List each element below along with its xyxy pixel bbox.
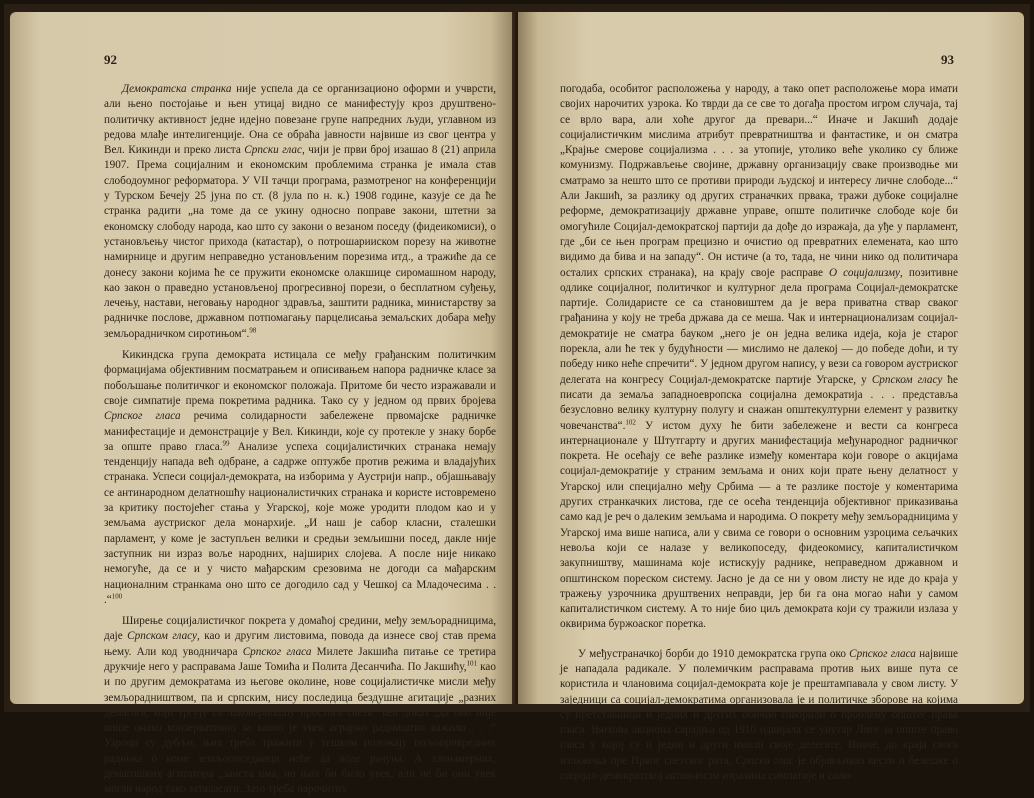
right-page	[518, 12, 1024, 783]
text-run: , позитивне одлике социјалног, политичког и културног дела програма Социјал-демократске партије. Солидаристе се са становиштем да је вера приватна ствар сваког грађанина у коју не треба држава да се меша. Чак и интернационализам социјал-демократије не сматра бауком „него је он једна велика идеја, која је старог порекла, али ће тек у будућности — мислимо не далекој — до победе доћи, и ту победу нико неће спречити“. У једном другом напису, у вези са говором аустриског делегата на конгресу Социјал-демократске партије Угарске, у	[560, 266, 958, 386]
italic-title: Српски глас	[735, 754, 794, 767]
page-number: 93	[941, 52, 954, 67]
italic-title: Српски глас	[244, 144, 302, 157]
book-spread	[4, 4, 1030, 796]
paragraph	[104, 614, 496, 798]
paragraph	[104, 348, 496, 608]
text-run: У истом духу ће бити забележене и вести са конгреса интернационале у Штутгарту и других манифестација међународног радничког покрета. Не осећају се веће разлике између коментара који говоре о акцијама социјал-демократије у страним земљама и оних који прате њену делатност у Угарској или специјално међу Србима — а те разлике постоје у коментарима других странкачких листова, где се осећа тенденција објективног приказивања само кад је реч о далеким земљама и народима. О покрету међу земљорадницима у Угарској има више написа, али у свима се говори о основним узроцима сељачких невоља који се налазе у великопоседу, фидеокомису, капиталистичком закупништву, машинама које истискују раднике, неправедном државном и општинском пореском систему. Јасно је да се ни у овом листу не иде до краја у тражењу узрочника друштвених неправди, јер би га она могао наћи у самом капиталистичком систему. А то није био циљ демократа који су тражили излаза у оквирима буржоаског поретка.	[560, 419, 958, 631]
paragraph	[560, 82, 958, 633]
italic-title: Српског гласа	[849, 647, 916, 660]
footnote-ref: 102	[625, 417, 636, 426]
footnote-ref: 98	[249, 326, 257, 335]
text-run: је објављивао вести и белешке о социјал-демократској активности изразима симпатије и соли-	[560, 754, 958, 783]
left-page	[10, 12, 516, 796]
italic-title: Српском гласу	[127, 630, 198, 643]
page-body	[104, 82, 496, 798]
italic-title: О социјализму	[829, 266, 901, 279]
text-run: највише је нападала радикале. У полемичким расправама против њих више пута се користила и члановима социјал-демократа које је прештампавала у свом листу. У заједници са социјал-демократима организовала је и политичке зборове на којима су претставници и једних и других обично говорили о проблему општег права гласа. Њихова акциона сарадња од 1910 одвијала се унутар Лиге за опште право гласа у којој су и једни и други имали своје делегате. Иначе, до краја свога излажења пре Првог светског рата,	[560, 647, 958, 767]
page-body	[560, 82, 958, 784]
paragraph	[560, 647, 958, 785]
text-run: Кикиндска група демократа истицала се међу грађанским политичким формацијама објективним посматрањем и описивањем напора радничке класе за побољшање политичког и економског положаја. Притоме би често изражавали и своје симпатије према покретима радника. Тако су у једном од првих бројева	[104, 349, 496, 407]
text-run: погодаба, особитог расположења у народу, а тако опет расположење мора имати својих нарочитих узрока. Ко тврди да се све то догађа простом игром случаја, тај се врло вара, али хоће другог да превари...“ Иначе и Јакшић додаје социјалистичким мислима атрибут превратништва и фантастике, и он сматра „Крајње смерове социјализма . . . за утопије, утолико веће уколико су ближе комунизму. Подржављење својине, државну организацију сваке производње ми сматрамо за нешто што се противи природи људској и интересу личне слободе...“ Али Јакшић, за разлику од других страначких првака, тражи дубоке социјалне реформе, демократизацију државне управе, опште политичке слободе које би омогућиле Социјал-демократској партији да дође до изражаја, да уђе у парламент, где „би се њен програм прецизно и очистио од превратних елемената, као што видимо да бива и на западу“. Он истиче (а то, тада, не чини нико од политичара осталих српских странака), на крају своје расправе	[560, 83, 958, 279]
italic-title: Демократска странка	[122, 83, 232, 95]
footnote-ref: 100	[111, 592, 123, 601]
text-run: Анализе успеха социјалистичких странака немају тенденцију напада већ одбране, а садрже оптужбе против режима и владајућих странака. Успеси социјал-демократа, на изборима у Аустрији напр., објашњавају се антинародном делатношћу националистичких странака и користе истовремено за критику постојећег стања у Угарској, које може уродити плодом као и у земљама аустриског дела монархије. „И наш је сабор класни, сталешки парламент, у коме је заступљен велики и средњи земљишни посед, дакле није заступник ни израз воље народних, најширих слојева. А после није никако немогуће, да се и у чисто мађарским срезовима не догоди са мађарским националним странкама оно што се догодило сад у Чешкој са Младочесима . . .“	[104, 440, 496, 606]
italic-title: Српског гласа	[104, 410, 181, 423]
text-run: ће писати да земаља западноевропска социјална демократија . . . представља безусловно велику културну полугу и снажан општекултурни елемент у развитку човечанства“.	[560, 373, 958, 432]
page-number: 92	[104, 52, 117, 67]
text-run: Ширење социјалистичког покрета у домаћој средини, међу земљорадницима, даје	[104, 615, 496, 643]
text-run: У међустраначкој борби до 1910 демократска група око	[578, 647, 850, 660]
text-run: речима солидарности забележене првомајске радничке манифестације и демонстрације у Вел. Кикинди, које су протекле у знаку борбе за опште право гласа.	[104, 410, 496, 453]
italic-title: Српског гласа	[242, 645, 312, 658]
text-run: као и по другим демократама из његове околине, нове социјалистичке мисли међу земљорадништвом, па и српским, нису последица бездушне агитације „разних демагога, који тргују са лаковерношћу простога света“ већ доказ „да оно није више онако конзервативно за какво је увек аграрно радништво важило . . .“ Узроци су дубљи, њих треба тражити у тешком положају пољопривредних радника о коме земљопоседници неће да воде рачуна. А злонамерних, демагошких агитатора „заиста има, но њих би било увек, али не би они увек могли народ тако заталасати. Зато треба нарочитих	[104, 660, 496, 796]
text-run: није успела да се организационо оформи и учврсти, али њено постојање и њен утицај видно се манифестују кроз друштвено-политичку активност једне идејно повезане групе напредних људи, углавном из редова млађе интелигенције. Она се обраћа јавности највише из свог центра у Вел. Кикинди и преко листа	[104, 83, 496, 157]
footnote-ref: 99	[222, 439, 230, 448]
text-run: Милете Јакшића питање се третира друкчије него у расправама Јаше Томића и Полита Десанчића. По Јакшићу,	[104, 645, 496, 673]
footnote-ref: 101	[466, 659, 477, 668]
paragraph	[104, 82, 496, 342]
text-run: , чији је први број изашао 8 (21) априла 1907. Према социјалним и економским проблемима странка је имала став слободоумног реформатора. У VII тачци програма, размотреног на конференцији у Турском Бечеју 25 јуна по ст. (8 јула по н. к.) 1908 године, казује се да ће странка радити „на томе да се укину односно поправе закони, штетни за економску слободу народа, као што су закони о везаном поседу (фидеикомиси), о установљењу чистог прихода (катастар), о потрошарииском порезу на животне намирнице и другим неправедно установљеним порезима итд., а тражиће да се донесу закони којима ће се пружити економске олакшице сиромашном народу, као закон о праведно установљеној прогресивној порези, о бесплатном суђењу, лечењу, настави, неговању народног здравља, заштити радника, министарству за радничке послове, државном потпомагању парцелисања земаљских добара међу земљорадничком сиротињом“.	[104, 144, 496, 340]
italic-title: Српском гласу	[871, 373, 943, 386]
text-run: , као и другим листовима, повода да изнесе свој став према њему. Али код уводничара	[104, 630, 497, 658]
